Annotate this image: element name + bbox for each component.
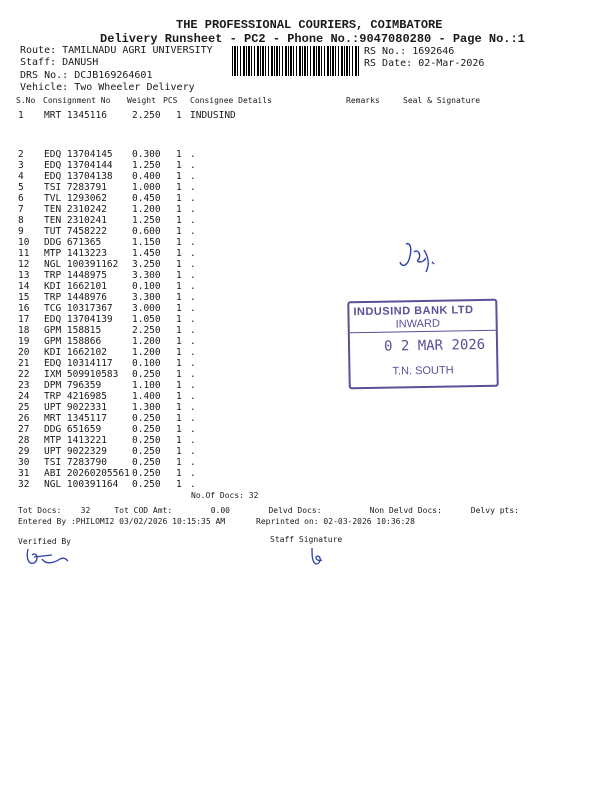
row-sno: 25 xyxy=(18,402,30,413)
table-row xyxy=(0,369,600,380)
row-consignee: . xyxy=(190,204,196,215)
row-consignee: . xyxy=(190,402,196,413)
row-weight: 0.100 xyxy=(132,358,161,369)
runsheet-title: Delivery Runsheet - PC2 - Phone No.:9047080280 - Page No.:1 xyxy=(100,32,525,46)
row-consignment-no: DPM 796359 xyxy=(44,380,102,391)
col-pcs: PCS xyxy=(163,96,178,105)
row-consignee: . xyxy=(190,182,196,193)
row-weight: 0.600 xyxy=(132,226,161,237)
row-weight: 0.250 xyxy=(132,369,161,380)
stamp-bank-name: INDUSIND BANK LTD xyxy=(353,304,474,319)
col-weight: Weight xyxy=(127,96,156,105)
row-pcs: 1 xyxy=(176,457,182,468)
table-row xyxy=(0,292,600,303)
row-weight: 0.250 xyxy=(132,468,161,479)
row-consignment-no: EDQ 13704144 xyxy=(44,160,113,171)
row-consignment-no: TEN 2310241 xyxy=(44,215,107,226)
row-consignment-no: IXM 509910583 xyxy=(44,369,119,380)
row-sno: 13 xyxy=(18,270,30,281)
row-consignee: . xyxy=(190,314,196,325)
row-weight: 2.250 xyxy=(132,110,161,121)
table-row xyxy=(0,347,600,358)
row-sno: 29 xyxy=(18,446,30,457)
row-pcs: 1 xyxy=(176,237,182,248)
route-value: TAMILNADU AGRI UNIVERSITY xyxy=(62,45,213,56)
tot-docs-label: Tot Docs: xyxy=(18,506,62,515)
seal-signature-mark xyxy=(396,238,446,278)
row-weight: 0.250 xyxy=(132,435,161,446)
row-consignment-no: TSI 7283791 xyxy=(44,182,107,193)
table-row xyxy=(0,215,600,226)
row-pcs: 1 xyxy=(176,215,182,226)
table-row xyxy=(0,237,600,248)
row-consignee: . xyxy=(190,358,196,369)
table-row xyxy=(0,446,600,457)
row-pcs: 1 xyxy=(176,347,182,358)
row-sno: 31 xyxy=(18,468,30,479)
row-consignment-no: TRP 1448976 xyxy=(44,292,107,303)
row-consignee: . xyxy=(190,237,196,248)
row-consignee: . xyxy=(190,479,196,490)
route-label: Route: xyxy=(20,45,57,56)
row-consignment-no: EDQ 13704145 xyxy=(44,149,113,160)
row-consignee: . xyxy=(190,325,196,336)
table-row xyxy=(0,281,600,292)
row-sno: 24 xyxy=(18,391,30,402)
row-consignment-no: MRT 1345116 xyxy=(44,110,107,121)
vehicle-value: Two Wheeler Delivery xyxy=(74,82,195,93)
row-weight: 1.400 xyxy=(132,391,161,402)
table-row xyxy=(0,325,600,336)
row-consignee: . xyxy=(190,424,196,435)
row-pcs: 1 xyxy=(176,110,182,121)
staff-signature xyxy=(308,546,328,568)
staff-value: DANUSH xyxy=(62,57,99,68)
no-of-docs: No.Of Docs: 32 xyxy=(191,491,259,500)
stamp-inward: INWARD xyxy=(395,317,440,331)
row-weight: 0.300 xyxy=(132,149,161,160)
row-consignment-no: DDG 671365 xyxy=(44,237,102,248)
row-pcs: 1 xyxy=(176,479,182,490)
tot-docs-value: 32 xyxy=(80,506,91,515)
row-consignment-no: ABI 20260205561 xyxy=(44,468,130,479)
row-sno: 19 xyxy=(18,336,30,347)
row-consignee: . xyxy=(190,413,196,424)
rs-no-label: RS No.: xyxy=(364,46,407,57)
col-remarks: Remarks xyxy=(346,96,380,105)
row-sno: 11 xyxy=(18,248,30,259)
table-row xyxy=(0,303,600,314)
row-consignee: . xyxy=(190,149,196,160)
row-consignment-no: TRP 4216985 xyxy=(44,391,107,402)
row-consignment-no: EDQ 13704138 xyxy=(44,171,113,182)
row-pcs: 1 xyxy=(176,391,182,402)
row-sno: 32 xyxy=(18,479,30,490)
reprinted-on: Reprinted on: 02-03-2026 10:36:28 xyxy=(256,517,415,526)
stamp-region: T.N. SOUTH xyxy=(392,364,454,378)
row-consignee: . xyxy=(190,292,196,303)
stamp-divider xyxy=(350,330,496,334)
table-row xyxy=(0,248,600,259)
table-row xyxy=(0,457,600,468)
row-pcs: 1 xyxy=(176,468,182,479)
row-sno: 14 xyxy=(18,281,30,292)
table-row xyxy=(0,110,600,121)
row-consignment-no: KDI 1662101 xyxy=(44,281,107,292)
row-sno: 12 xyxy=(18,259,30,270)
drs-label: DRS No.: xyxy=(20,70,69,81)
rs-date-value: 02-Mar-2026 xyxy=(418,58,485,69)
row-consignment-no: EDQ 10314117 xyxy=(44,358,113,369)
row-pcs: 1 xyxy=(176,149,182,160)
row-weight: 1.250 xyxy=(132,160,161,171)
table-row xyxy=(0,259,600,270)
row-pcs: 1 xyxy=(176,281,182,292)
row-consignment-no: GPM 158815 xyxy=(44,325,102,336)
row-sno: 18 xyxy=(18,325,30,336)
row-sno: 28 xyxy=(18,435,30,446)
col-seal: Seal & Signature xyxy=(403,96,481,105)
row-pcs: 1 xyxy=(176,204,182,215)
row-consignee: . xyxy=(190,226,196,237)
row-sno: 21 xyxy=(18,358,30,369)
row-pcs: 1 xyxy=(176,259,182,270)
row-consignment-no: TEN 2310242 xyxy=(44,204,107,215)
col-sno: S.No xyxy=(16,96,36,105)
barcode xyxy=(232,46,360,76)
row-weight: 1.250 xyxy=(132,215,161,226)
row-weight: 3.300 xyxy=(132,292,161,303)
row-weight: 1.200 xyxy=(132,204,161,215)
route-line xyxy=(20,45,213,56)
row-consignment-no: TSI 7283790 xyxy=(44,457,107,468)
row-weight: 0.250 xyxy=(132,479,161,490)
row-sno: 1 xyxy=(18,110,24,121)
row-weight: 0.100 xyxy=(132,281,161,292)
row-consignee: INDUSIND xyxy=(190,110,236,121)
row-consignee: . xyxy=(190,446,196,457)
row-sno: 23 xyxy=(18,380,30,391)
row-consignment-no: GPM 158866 xyxy=(44,336,102,347)
row-sno: 22 xyxy=(18,369,30,380)
row-sno: 15 xyxy=(18,292,30,303)
row-consignment-no: NGL 100391162 xyxy=(44,259,119,270)
staff-label: Staff: xyxy=(20,57,57,68)
row-sno: 9 xyxy=(18,226,24,237)
row-weight: 1.450 xyxy=(132,248,161,259)
row-weight: 3.300 xyxy=(132,270,161,281)
table-row xyxy=(0,193,600,204)
drs-line xyxy=(20,70,152,81)
table-row xyxy=(0,479,600,490)
row-weight: 0.250 xyxy=(132,413,161,424)
table-row xyxy=(0,468,600,479)
row-consignee: . xyxy=(190,215,196,226)
row-pcs: 1 xyxy=(176,270,182,281)
row-consignment-no: TUT 7458222 xyxy=(44,226,107,237)
row-weight: 1.050 xyxy=(132,314,161,325)
table-row xyxy=(0,160,600,171)
totals-line xyxy=(18,506,519,515)
row-sno: 2 xyxy=(18,149,24,160)
row-pcs: 1 xyxy=(176,446,182,457)
row-consignee: . xyxy=(190,380,196,391)
row-sno: 16 xyxy=(18,303,30,314)
verifier-signature xyxy=(22,545,72,569)
table-row xyxy=(0,336,600,347)
row-consignee: . xyxy=(190,468,196,479)
vehicle-line xyxy=(20,82,195,93)
table-row xyxy=(0,204,600,215)
table-row xyxy=(0,391,600,402)
row-pcs: 1 xyxy=(176,226,182,237)
row-pcs: 1 xyxy=(176,402,182,413)
row-consignment-no: TVL 1293062 xyxy=(44,193,107,204)
row-consignee: . xyxy=(190,303,196,314)
row-weight: 0.400 xyxy=(132,171,161,182)
table-row xyxy=(0,435,600,446)
row-sno: 27 xyxy=(18,424,30,435)
row-consignee: . xyxy=(190,457,196,468)
row-consignee: . xyxy=(190,171,196,182)
row-pcs: 1 xyxy=(176,171,182,182)
company-title: THE PROFESSIONAL COURIERS, COIMBATORE xyxy=(176,18,443,32)
row-weight: 0.450 xyxy=(132,193,161,204)
row-sno: 3 xyxy=(18,160,24,171)
table-row xyxy=(0,171,600,182)
row-consignee: . xyxy=(190,270,196,281)
table-row xyxy=(0,413,600,424)
row-pcs: 1 xyxy=(176,248,182,259)
row-weight: 1.100 xyxy=(132,380,161,391)
table-row xyxy=(0,380,600,391)
stamp-date: 0 2 MAR 2026 xyxy=(383,336,486,355)
row-weight: 1.200 xyxy=(132,347,161,358)
table-row xyxy=(0,149,600,160)
row-weight: 1.200 xyxy=(132,336,161,347)
row-consignment-no: MTP 1413223 xyxy=(44,248,107,259)
row-consignment-no: MTP 1413221 xyxy=(44,435,107,446)
table-row xyxy=(0,402,600,413)
rs-no-value: 1692646 xyxy=(412,46,455,57)
row-weight: 0.250 xyxy=(132,446,161,457)
rs-no-line xyxy=(364,46,454,57)
row-pcs: 1 xyxy=(176,292,182,303)
staff-signature-label: Staff Signature xyxy=(270,535,343,544)
table-row xyxy=(0,270,600,281)
row-consignment-no: DDG 651659 xyxy=(44,424,102,435)
row-pcs: 1 xyxy=(176,160,182,171)
row-consignee: . xyxy=(190,248,196,259)
table-row xyxy=(0,314,600,325)
table-row xyxy=(0,358,600,369)
verified-by-label: Verified By xyxy=(18,537,71,546)
row-consignee: . xyxy=(190,193,196,204)
table-row xyxy=(0,424,600,435)
rs-date-label: RS Date: xyxy=(364,58,413,69)
row-pcs: 1 xyxy=(176,369,182,380)
row-pcs: 1 xyxy=(176,325,182,336)
row-sno: 30 xyxy=(18,457,30,468)
non-delvd-docs-label: Non Delvd Docs: xyxy=(369,506,442,515)
row-pcs: 1 xyxy=(176,358,182,369)
row-sno: 20 xyxy=(18,347,30,358)
row-pcs: 1 xyxy=(176,336,182,347)
tot-cod-value: 0.00 xyxy=(210,506,230,515)
row-pcs: 1 xyxy=(176,413,182,424)
row-pcs: 1 xyxy=(176,182,182,193)
row-consignment-no: KDI 1662102 xyxy=(44,347,107,358)
row-sno: 6 xyxy=(18,193,24,204)
row-consignee: . xyxy=(190,435,196,446)
table-row xyxy=(0,182,600,193)
row-consignee: . xyxy=(190,160,196,171)
delvy-pts-label: Delvy pts: xyxy=(470,506,519,515)
row-pcs: 1 xyxy=(176,314,182,325)
row-weight: 1.000 xyxy=(132,182,161,193)
row-pcs: 1 xyxy=(176,303,182,314)
staff-line xyxy=(20,57,98,68)
row-pcs: 1 xyxy=(176,424,182,435)
row-consignee: . xyxy=(190,281,196,292)
row-consignee: . xyxy=(190,391,196,402)
row-weight: 3.250 xyxy=(132,259,161,270)
row-pcs: 1 xyxy=(176,193,182,204)
row-sno: 8 xyxy=(18,215,24,226)
row-sno: 7 xyxy=(18,204,24,215)
row-consignee: . xyxy=(190,347,196,358)
row-consignment-no: EDQ 13704139 xyxy=(44,314,113,325)
vehicle-label: Vehicle: xyxy=(20,82,69,93)
row-sno: 5 xyxy=(18,182,24,193)
table-row xyxy=(0,226,600,237)
row-consignment-no: TRP 1448975 xyxy=(44,270,107,281)
row-weight: 0.250 xyxy=(132,457,161,468)
row-weight: 3.000 xyxy=(132,303,161,314)
row-consignment-no: NGL 100391164 xyxy=(44,479,119,490)
col-consignment: Consignment No xyxy=(43,96,111,105)
row-consignee: . xyxy=(190,259,196,270)
bank-inward-stamp xyxy=(347,299,499,390)
row-pcs: 1 xyxy=(176,380,182,391)
col-consignee: Consignee Details xyxy=(190,96,272,105)
row-weight: 2.250 xyxy=(132,325,161,336)
row-sno: 26 xyxy=(18,413,30,424)
row-consignment-no: TCG 10317367 xyxy=(44,303,113,314)
row-consignee: . xyxy=(190,369,196,380)
row-weight: 1.300 xyxy=(132,402,161,413)
row-sno: 17 xyxy=(18,314,30,325)
row-consignment-no: UPT 9022331 xyxy=(44,402,107,413)
row-consignment-no: UPT 9022329 xyxy=(44,446,107,457)
delvd-docs-label: Delvd Docs: xyxy=(268,506,322,515)
row-pcs: 1 xyxy=(176,435,182,446)
row-consignee: . xyxy=(190,336,196,347)
row-consignment-no: MRT 1345117 xyxy=(44,413,107,424)
rs-date-line xyxy=(364,58,484,69)
row-sno: 4 xyxy=(18,171,24,182)
row-weight: 0.250 xyxy=(132,424,161,435)
row-weight: 1.150 xyxy=(132,237,161,248)
tot-cod-label: Tot COD Amt: xyxy=(114,506,173,515)
entered-by: Entered By :PHILOMI2 03/02/2026 10:15:35 AM xyxy=(18,517,226,526)
row-sno: 10 xyxy=(18,237,30,248)
drs-value: DCJB169264601 xyxy=(74,70,153,81)
